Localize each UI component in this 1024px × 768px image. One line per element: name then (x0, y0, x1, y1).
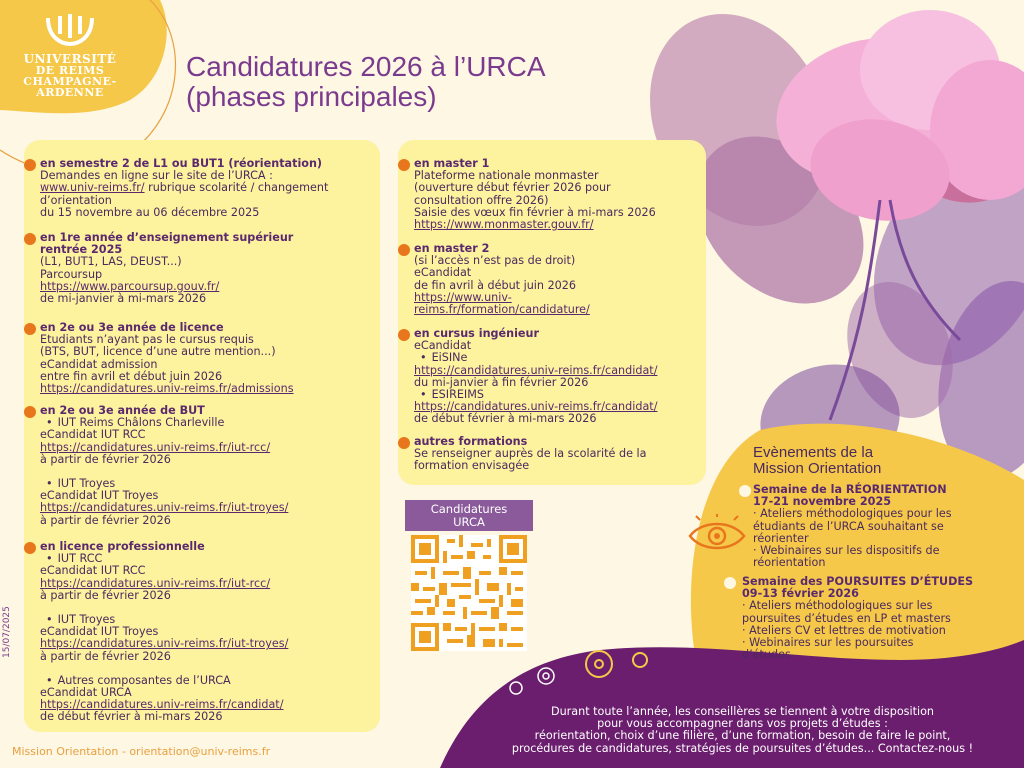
page-title (186, 52, 546, 112)
bullet-dot (24, 406, 36, 418)
link-univ-reims[interactable]: www.univ-reims.fr/ (40, 181, 145, 195)
logo-emblem-icon (40, 10, 100, 50)
bullet-item: • IUT Reims Châlons Charleville (40, 417, 370, 429)
text-line: d’orientation (40, 193, 112, 207)
bullet-dot (724, 577, 736, 589)
bullet-dot (398, 437, 410, 449)
bullet-dot (24, 233, 36, 245)
text-line: eCandidat IUT Troyes (40, 489, 159, 503)
text-line: eCandidat IUT Troyes (40, 625, 159, 639)
bullet-dot (24, 323, 36, 335)
text-line: réorienter (753, 531, 809, 545)
qr-label-line-1: Candidatures (430, 502, 508, 516)
text-line: eCandidat admission (40, 357, 158, 371)
text-line: réorientation (753, 556, 826, 570)
text-line: · Webinaires sur les poursuites (742, 636, 914, 650)
bullet-item: • ESIREIMS (414, 389, 704, 401)
event-title: Semaine de la RÉORIENTATION (753, 483, 947, 496)
text-line: du 15 novembre au 06 décembre 2025 (40, 205, 260, 219)
section-title: en master 1 (414, 157, 490, 170)
text-line: eCandidat IUT RCC (40, 564, 146, 578)
text-line: (BTS, BUT, licence d’une autre mention...) (40, 345, 276, 359)
section-title: en cursus ingénieur (414, 327, 540, 340)
text-line: procédures de candidatures, stratégies de poursuites d’études... Contactez-nous ! (511, 741, 974, 755)
text-line: Etudiants n’ayant pas le cursus requis (40, 333, 254, 347)
text-line: de début février à mi-mars 2026 (414, 412, 597, 426)
footer-contact: Mission Orientation - orientation@univ-reims.fr (12, 745, 271, 758)
text-line: formation envisagée (414, 459, 530, 473)
section-title: en 2e ou 3e année de licence (40, 321, 224, 334)
link-admissions[interactable]: https://candidatures.univ-reims.fr/admissions (40, 382, 294, 396)
section-title: en 2e ou 3e année de BUT (40, 404, 205, 417)
text-line: (L1, BUT1, LAS, DEUST...) (40, 255, 182, 269)
bullet-dot (24, 542, 36, 554)
text-line: · Ateliers méthodologiques sur les (742, 599, 933, 613)
link-iut-troyes[interactable]: https://candidatures.univ-reims.fr/iut-troyes/ (40, 637, 289, 651)
text-line: eCandidat IUT RCC (40, 428, 146, 442)
text-line: du mi-janvier à fin février 2026 (414, 375, 589, 389)
text-line: (si l’accès n’est pas de droit) (414, 254, 576, 268)
event-dates: 17-21 novembre 2025 (753, 495, 892, 509)
university-logo (0, 0, 140, 100)
text-line: Se renseigner auprès de la scolarité de la (414, 447, 647, 461)
text-line: pour vous accompagner dans vos projets d’études : (597, 717, 888, 731)
bullet-dot (24, 159, 36, 171)
title-line-1: Candidatures 2026 à l’URCA (186, 51, 546, 82)
link-candidat[interactable]: https://candidatures.univ-reims.fr/candidat/ (40, 698, 284, 712)
bullet-item: • IUT Troyes (40, 614, 370, 626)
section-autres-formations (414, 436, 699, 473)
text-line: de mi-janvier à mi-mars 2026 (40, 292, 207, 306)
eye-icon (686, 514, 748, 558)
link-iut-troyes[interactable]: https://candidatures.univ-reims.fr/iut-troyes/ (40, 501, 289, 515)
link-monmaster[interactable]: https://www.monmaster.gouv.fr/ (414, 218, 594, 232)
bullet-dot (398, 329, 410, 341)
text-line: de début février à mi-mars 2026 (40, 710, 223, 724)
text-line: Saisie des vœux fin février à mi-mars 2026 (414, 205, 656, 219)
text-line: entre fin avril et début juin 2026 (40, 369, 223, 383)
events-title-line-1: Evènements de la (753, 444, 874, 461)
section-title: autres formations (414, 435, 528, 448)
text-line: eCandidat (414, 339, 472, 353)
section-subtitle: rentrée 2025 (40, 243, 123, 257)
text-line: à partir de février 2026 (40, 649, 171, 663)
bullet-item: • IUT RCC (40, 553, 370, 565)
logo-line-2: DE REIMS (35, 64, 105, 77)
text-line: Plateforme nationale monmaster (414, 169, 599, 183)
qr-code-icon[interactable] (411, 535, 527, 651)
link-formation-candidature-cont[interactable]: reims.fr/formation/candidature/ (414, 303, 590, 317)
link-parcoursup[interactable]: https://www.parcoursup.gouv.fr/ (40, 279, 220, 293)
text-line: · Ateliers méthodologiques pour les (753, 507, 952, 521)
link-formation-candidature[interactable]: https://www.univ- (414, 290, 512, 304)
link-candidat-esireims[interactable]: https://candidatures.univ-reims.fr/candidat/ (414, 400, 658, 414)
text-line: eCandidat (414, 266, 472, 280)
link-candidat-eisine[interactable]: https://candidatures.univ-reims.fr/candidat/ (414, 363, 658, 377)
text-line: consultation offre 2026) (414, 193, 549, 207)
events-panel (753, 445, 1013, 477)
event-reorientation (753, 484, 1013, 569)
text-line: · Ateliers CV et lettres de motivation (742, 623, 946, 637)
section-ingenieur (414, 328, 704, 426)
bullet-dot (398, 159, 410, 171)
text-line: à partir de février 2026 (40, 513, 171, 527)
text-line: eCandidat URCA (40, 686, 132, 700)
section-master-1 (414, 158, 699, 231)
bullet-dot (398, 244, 410, 256)
section-title: en licence professionnelle (40, 540, 205, 553)
event-title: Semaine des POURSUITES D’ÉTUDES (742, 575, 974, 588)
bullet-item: • IUT Troyes (40, 478, 370, 490)
logo-line-1: UNIVERSITÉ (23, 52, 117, 66)
section-title: en master 2 (414, 242, 490, 255)
text-line: · Webinaires sur les dispositifs de (753, 544, 940, 558)
title-line-2: (phases principales) (186, 81, 437, 112)
section-first-year (40, 232, 370, 305)
qr-label-line-2: URCA (453, 515, 485, 529)
text-line: réorientation, choix d’une filière, d’une formation, besoin de faire le point, (534, 729, 951, 743)
logo-line-3: CHAMPAGNE-ARDENNE (23, 75, 117, 99)
text-line: étudiants de l’URCA souhaitant se (753, 519, 944, 533)
text-line: Parcoursup (40, 267, 103, 281)
text-line: à partir de février 2026 (40, 452, 171, 466)
section-but-2-3 (40, 405, 370, 527)
events-title-line-2: Mission Orientation (753, 460, 882, 477)
link-iut-rcc[interactable]: https://candidatures.univ-reims.fr/iut-rcc/ (40, 576, 271, 590)
contact-message (470, 706, 1015, 755)
section-title: en semestre 2 de L1 ou BUT1 (réorientation) (40, 157, 323, 170)
event-poursuites (742, 576, 1017, 661)
section-s2-l1 (40, 158, 380, 219)
text-line: (ouverture début février 2026 pour (414, 181, 611, 195)
text-line: poursuites d’études en LP et masters (742, 611, 951, 625)
section-licence-pro (40, 541, 370, 724)
bullet-dot (739, 485, 751, 497)
section-title: en 1re année d’enseignement supérieur (40, 231, 294, 244)
text-line: Demandes en ligne sur le site de l’URCA : (40, 169, 273, 183)
bullet-item: • Autres composantes de l’URCA (40, 675, 370, 687)
text-line: rubrique scolarité / changement (144, 181, 329, 195)
text-line: à partir de février 2026 (40, 588, 171, 602)
qr-label (405, 500, 533, 531)
text-line: de fin avril à début juin 2026 (414, 278, 577, 292)
document-date: 15/07/2025 (2, 606, 12, 658)
bullet-item: • EiSINe (414, 352, 704, 364)
event-dates: 09-13 février 2026 (742, 587, 859, 601)
text-line: Durant toute l’année, les conseillères se tiennent à votre disposition (550, 705, 935, 718)
link-iut-rcc[interactable]: https://candidatures.univ-reims.fr/iut-rcc/ (40, 440, 271, 454)
section-master-2 (414, 243, 699, 316)
section-licence-2-3 (40, 322, 370, 395)
text-line: d’études (742, 648, 791, 662)
